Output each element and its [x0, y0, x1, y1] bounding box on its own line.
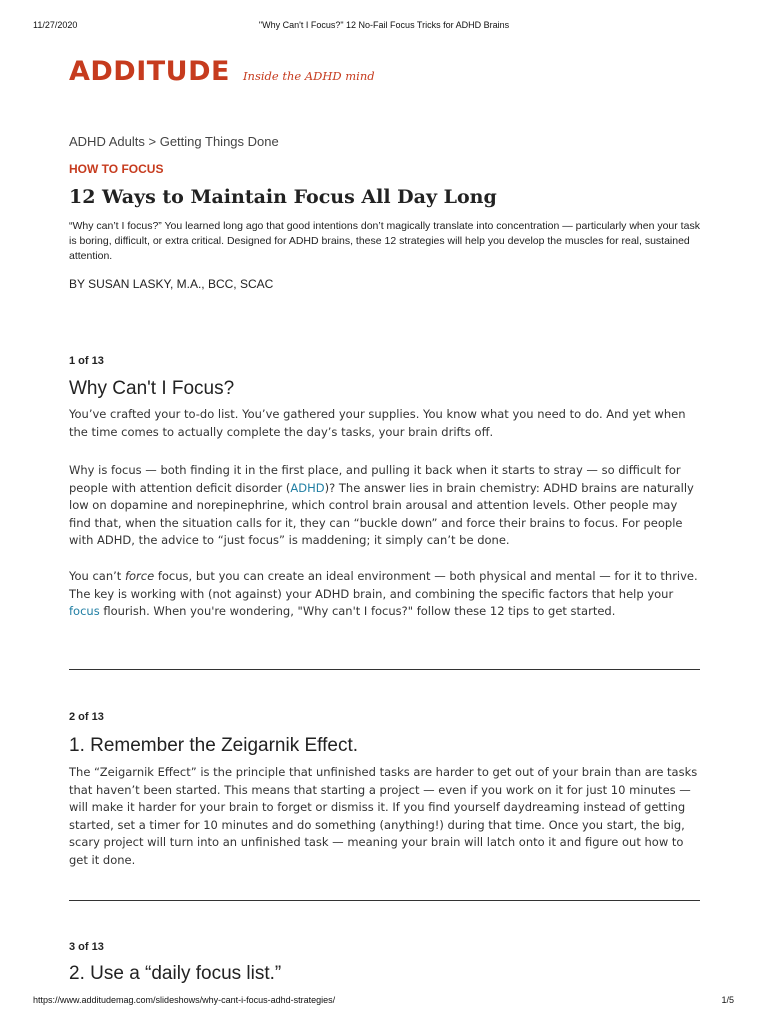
slide-title: 2. Use a “daily focus list.”	[69, 963, 282, 984]
breadcrumb-adhd-adults[interactable]: ADHD Adults	[69, 134, 145, 149]
slide-paragraph: You’ve crafted your to-do list. You’ve gathered your supplies. You know what you need to do. And yet when the time comes to actually complete the day’s tasks, your brain drifts off.	[69, 407, 686, 439]
slide-paragraph: Why is focus — both finding it in the first place, and pulling it back when it starts to stray — so difficult for people with attention deficit disorder (ADHD)? The answer lies in brain chemistry: ADHD brains are naturally low on dopamine and norepinephrine, which control brain arousal and attention levels. Other people may find that, when the situation calls for it, they can “buckle down” and force their brains to focus. For people with ADHD, the advice to “just focus” is maddening; it simply can’t be done.	[69, 463, 694, 547]
article-kicker[interactable]: HOW TO FOCUS	[69, 162, 164, 176]
slide-paragraph: The “Zeigarnik Effect” is the principle that unfinished tasks are harder to get out of your brain than are tasks that haven’t been started. This means that starting a project — even if you work on it for just 10 minutes — will make it harder for your brain to forget or dismiss it. If you find yourself daydreaming instead of getting started, set a timer for 10 minutes and do something (anything!) during that time. Once you start, the big, scary project will turn into an unfinished task — meaning your brain will latch onto it and figure out how to get it done.	[69, 765, 698, 867]
article-headline: 12 Ways to Maintain Focus All Day Long	[69, 186, 497, 208]
print-page-number: 1/5	[721, 995, 734, 1005]
breadcrumb-getting-things-done[interactable]: Getting Things Done	[159, 134, 279, 149]
adhd-link[interactable]: ADHD	[290, 480, 325, 495]
additude-logo[interactable]	[69, 56, 230, 87]
article-byline: BY SUSAN LASKY, M.A., BCC, SCAC	[69, 277, 274, 291]
print-url: https://www.additudemag.com/slideshows/why-cant-i-focus-adhd-strategies/	[33, 995, 336, 1005]
slide-counter: 2 of 13	[69, 711, 104, 723]
print-title: "Why Can't I Focus?" 12 No-Fail Focus Tricks for ADHD Brains	[258, 20, 510, 30]
print-date: 11/27/2020	[33, 20, 78, 30]
slide-title: 1. Remember the Zeigarnik Effect.	[69, 735, 358, 756]
slide-counter: 3 of 13	[69, 941, 104, 953]
logo-text: ADDITUDE	[69, 56, 230, 87]
tagline: Inside the ADHD mind	[243, 69, 375, 83]
slide-divider	[69, 669, 700, 670]
focus-link[interactable]: focus	[69, 604, 100, 618]
slide-counter: 1 of 13	[69, 355, 104, 367]
slide-title: Why Can't I Focus?	[69, 378, 235, 399]
breadcrumb-separator: >	[148, 134, 157, 149]
article-dek: “Why can’t I focus?” You learned long ago that good intentions don’t magically translate into concentration — particularly when your task is boring, difficult, or extra critical. Designed for ADHD brains, these 12 strategies will help you develop the muscles for real, sustained attention.	[69, 220, 700, 262]
slide-divider	[69, 900, 700, 901]
slide-paragraph: You can’t force focus, but you can create an ideal environment — both physical and mental — for it to thrive. The key is working with (not against) your ADHD brain, and combining the specific factors that help your focus flourish. When you're wondering, "Why can't I focus?" follow these 12 tips to get started.	[69, 569, 698, 618]
breadcrumb	[69, 134, 279, 149]
